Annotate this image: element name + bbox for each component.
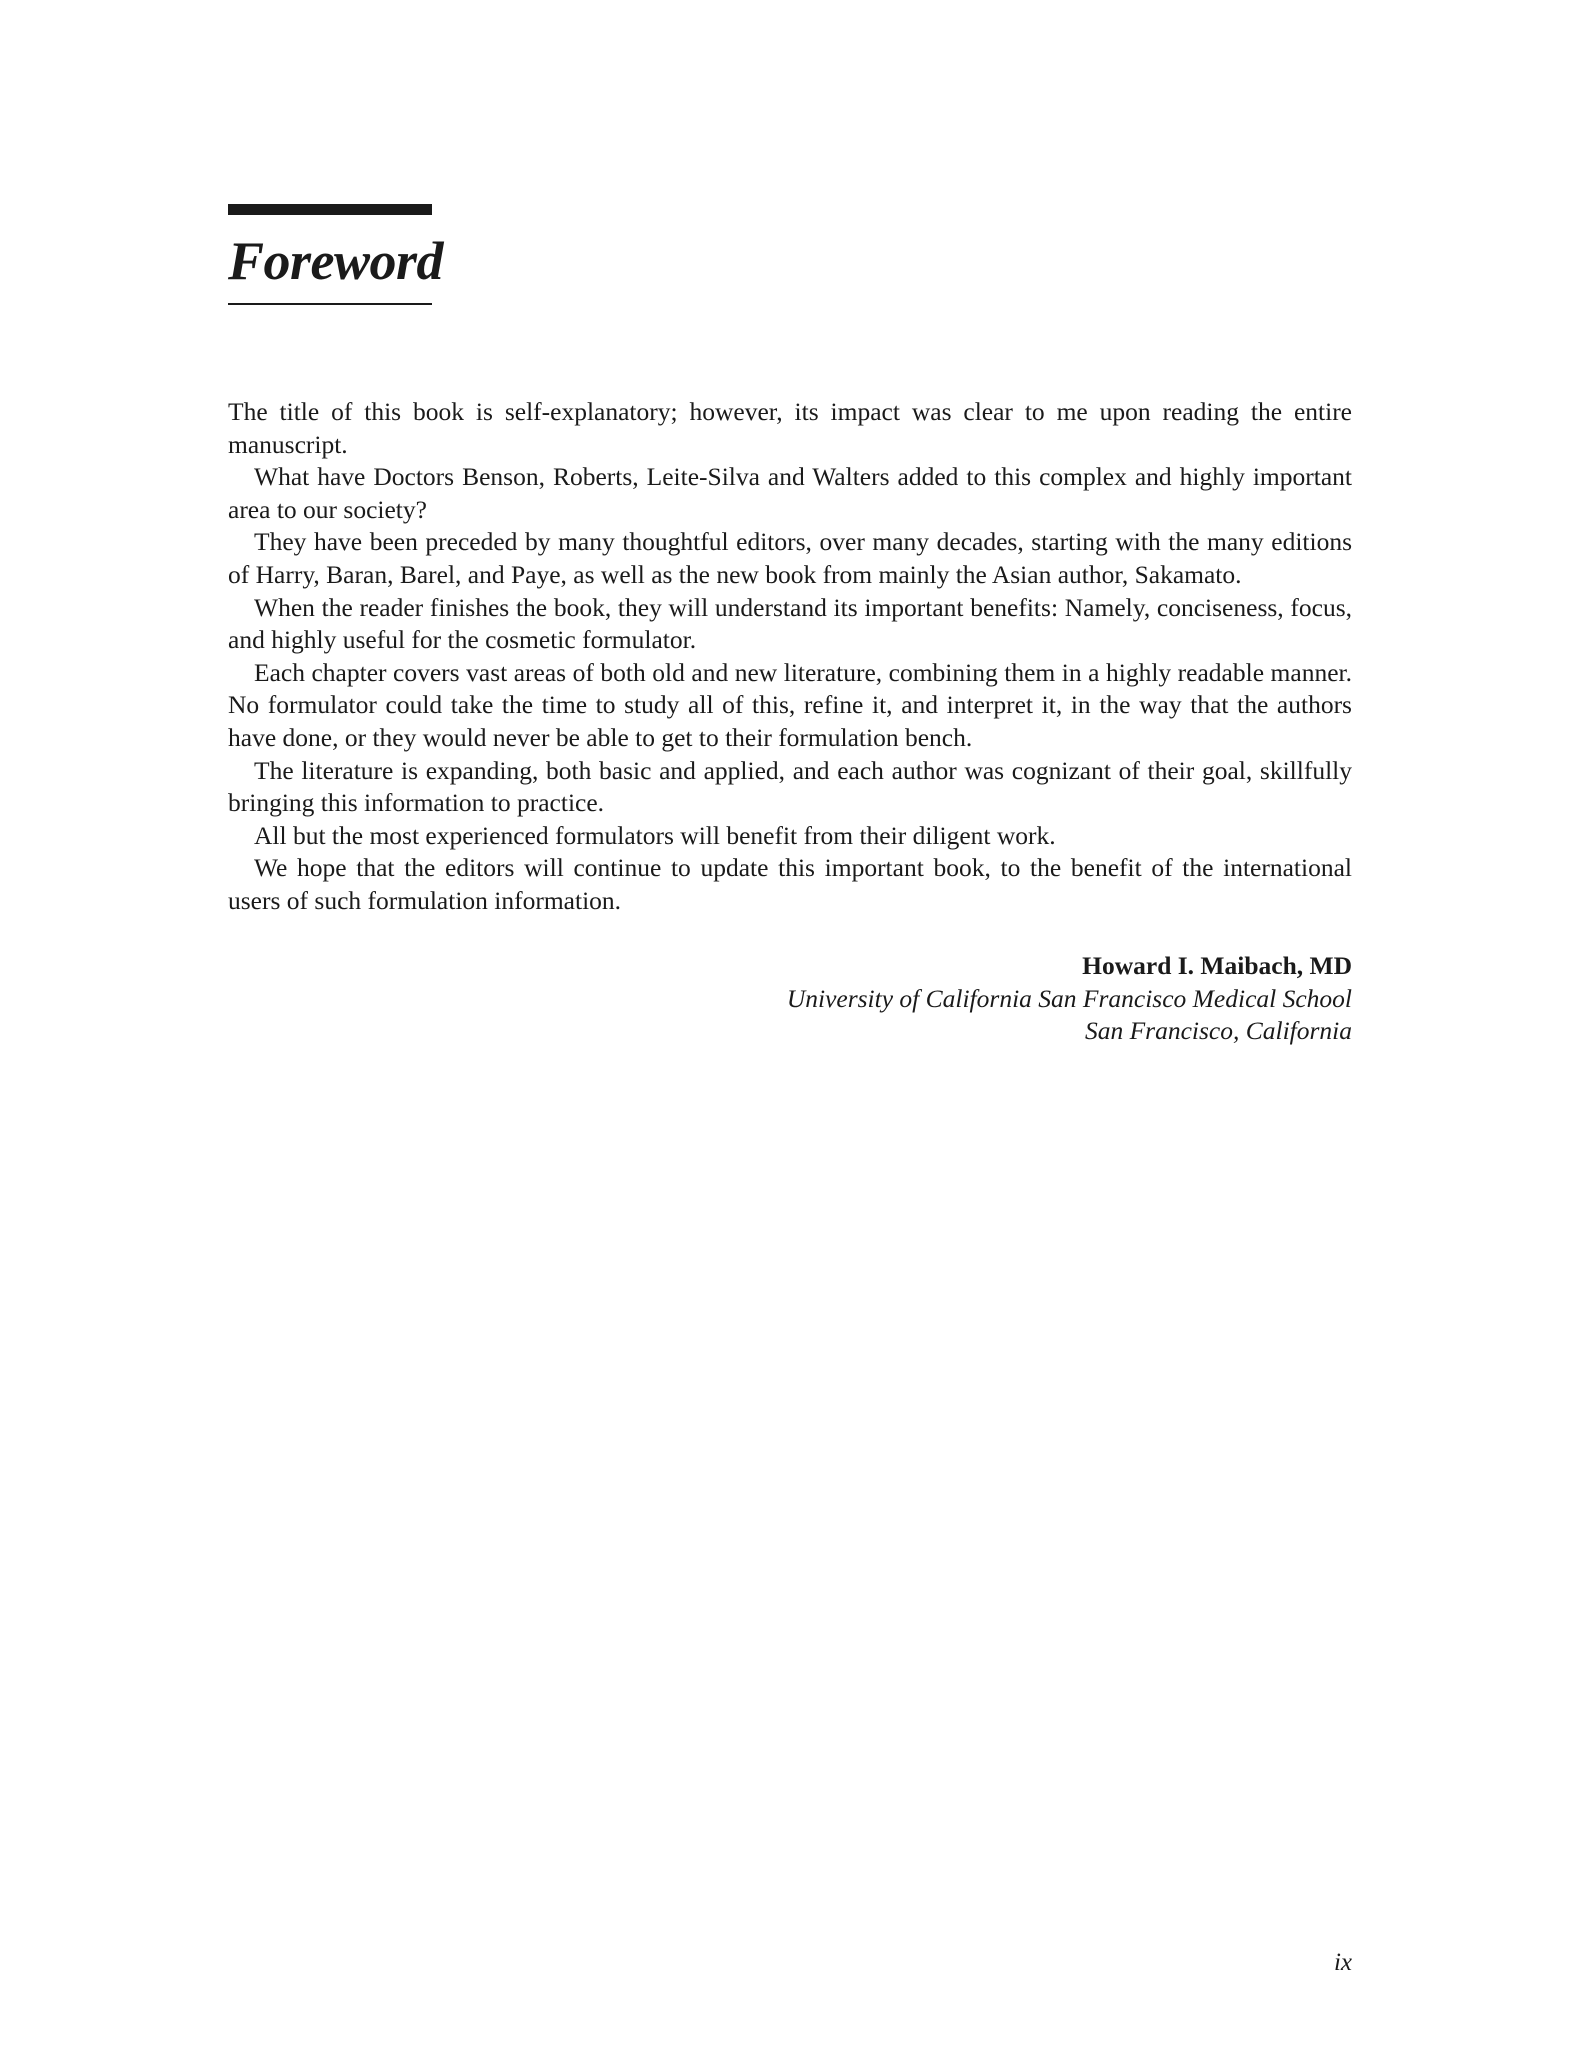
paragraph: The title of this book is self-explanatory; however, its impact was clear to me upon reading the entire manuscript. (228, 397, 1352, 459)
paragraph: We hope that the editors will continue to update this important book, to the benefit of the international users of such formulation information. (228, 853, 1352, 915)
heading-bottom-rule (228, 303, 432, 305)
signature-block (787, 950, 1352, 1048)
paragraph: Each chapter covers vast areas of both old and new literature, combining them in a highly readable manner. No formulator could take the time to study all of this, refine it, and interpret it, in the way that the authors have done, or they would never be able to get to their formulation bench. (228, 657, 1352, 752)
paragraph: When the reader finishes the book, they will understand its important benefits: Namely, conciseness, focus, and highly useful for the cosmetic formulator. (228, 592, 1352, 655)
chapter-heading (228, 204, 444, 305)
author-location: San Francisco, California (1084, 1016, 1352, 1046)
author-affiliation: University of California San Francisco Medical School (786, 983, 1352, 1013)
paragraph: They have been preceded by many thoughtful editors, over many decades, starting with the many editions of Harry, Baran, Barel, and Paye, as well as the new book from mainly the Asian author, Sakamato. (228, 527, 1352, 589)
page-number: ix (1333, 1949, 1352, 1976)
heading-top-rule (228, 204, 432, 215)
author-name: Howard I. Maibach, MD (1082, 951, 1352, 980)
paragraph: What have Doctors Benson, Roberts, Leite-Silva and Walters added to this complex and highly important area to our society? (228, 462, 1352, 524)
paragraph: The literature is expanding, both basic and applied, and each author was cognizant of their goal, skillfully bringing this information to practice. (228, 755, 1352, 818)
foreword-body (228, 396, 1352, 918)
paragraph: All but the most experienced formulators will benefit from their diligent work. (254, 820, 1056, 850)
page-title: Foreword (228, 231, 444, 291)
